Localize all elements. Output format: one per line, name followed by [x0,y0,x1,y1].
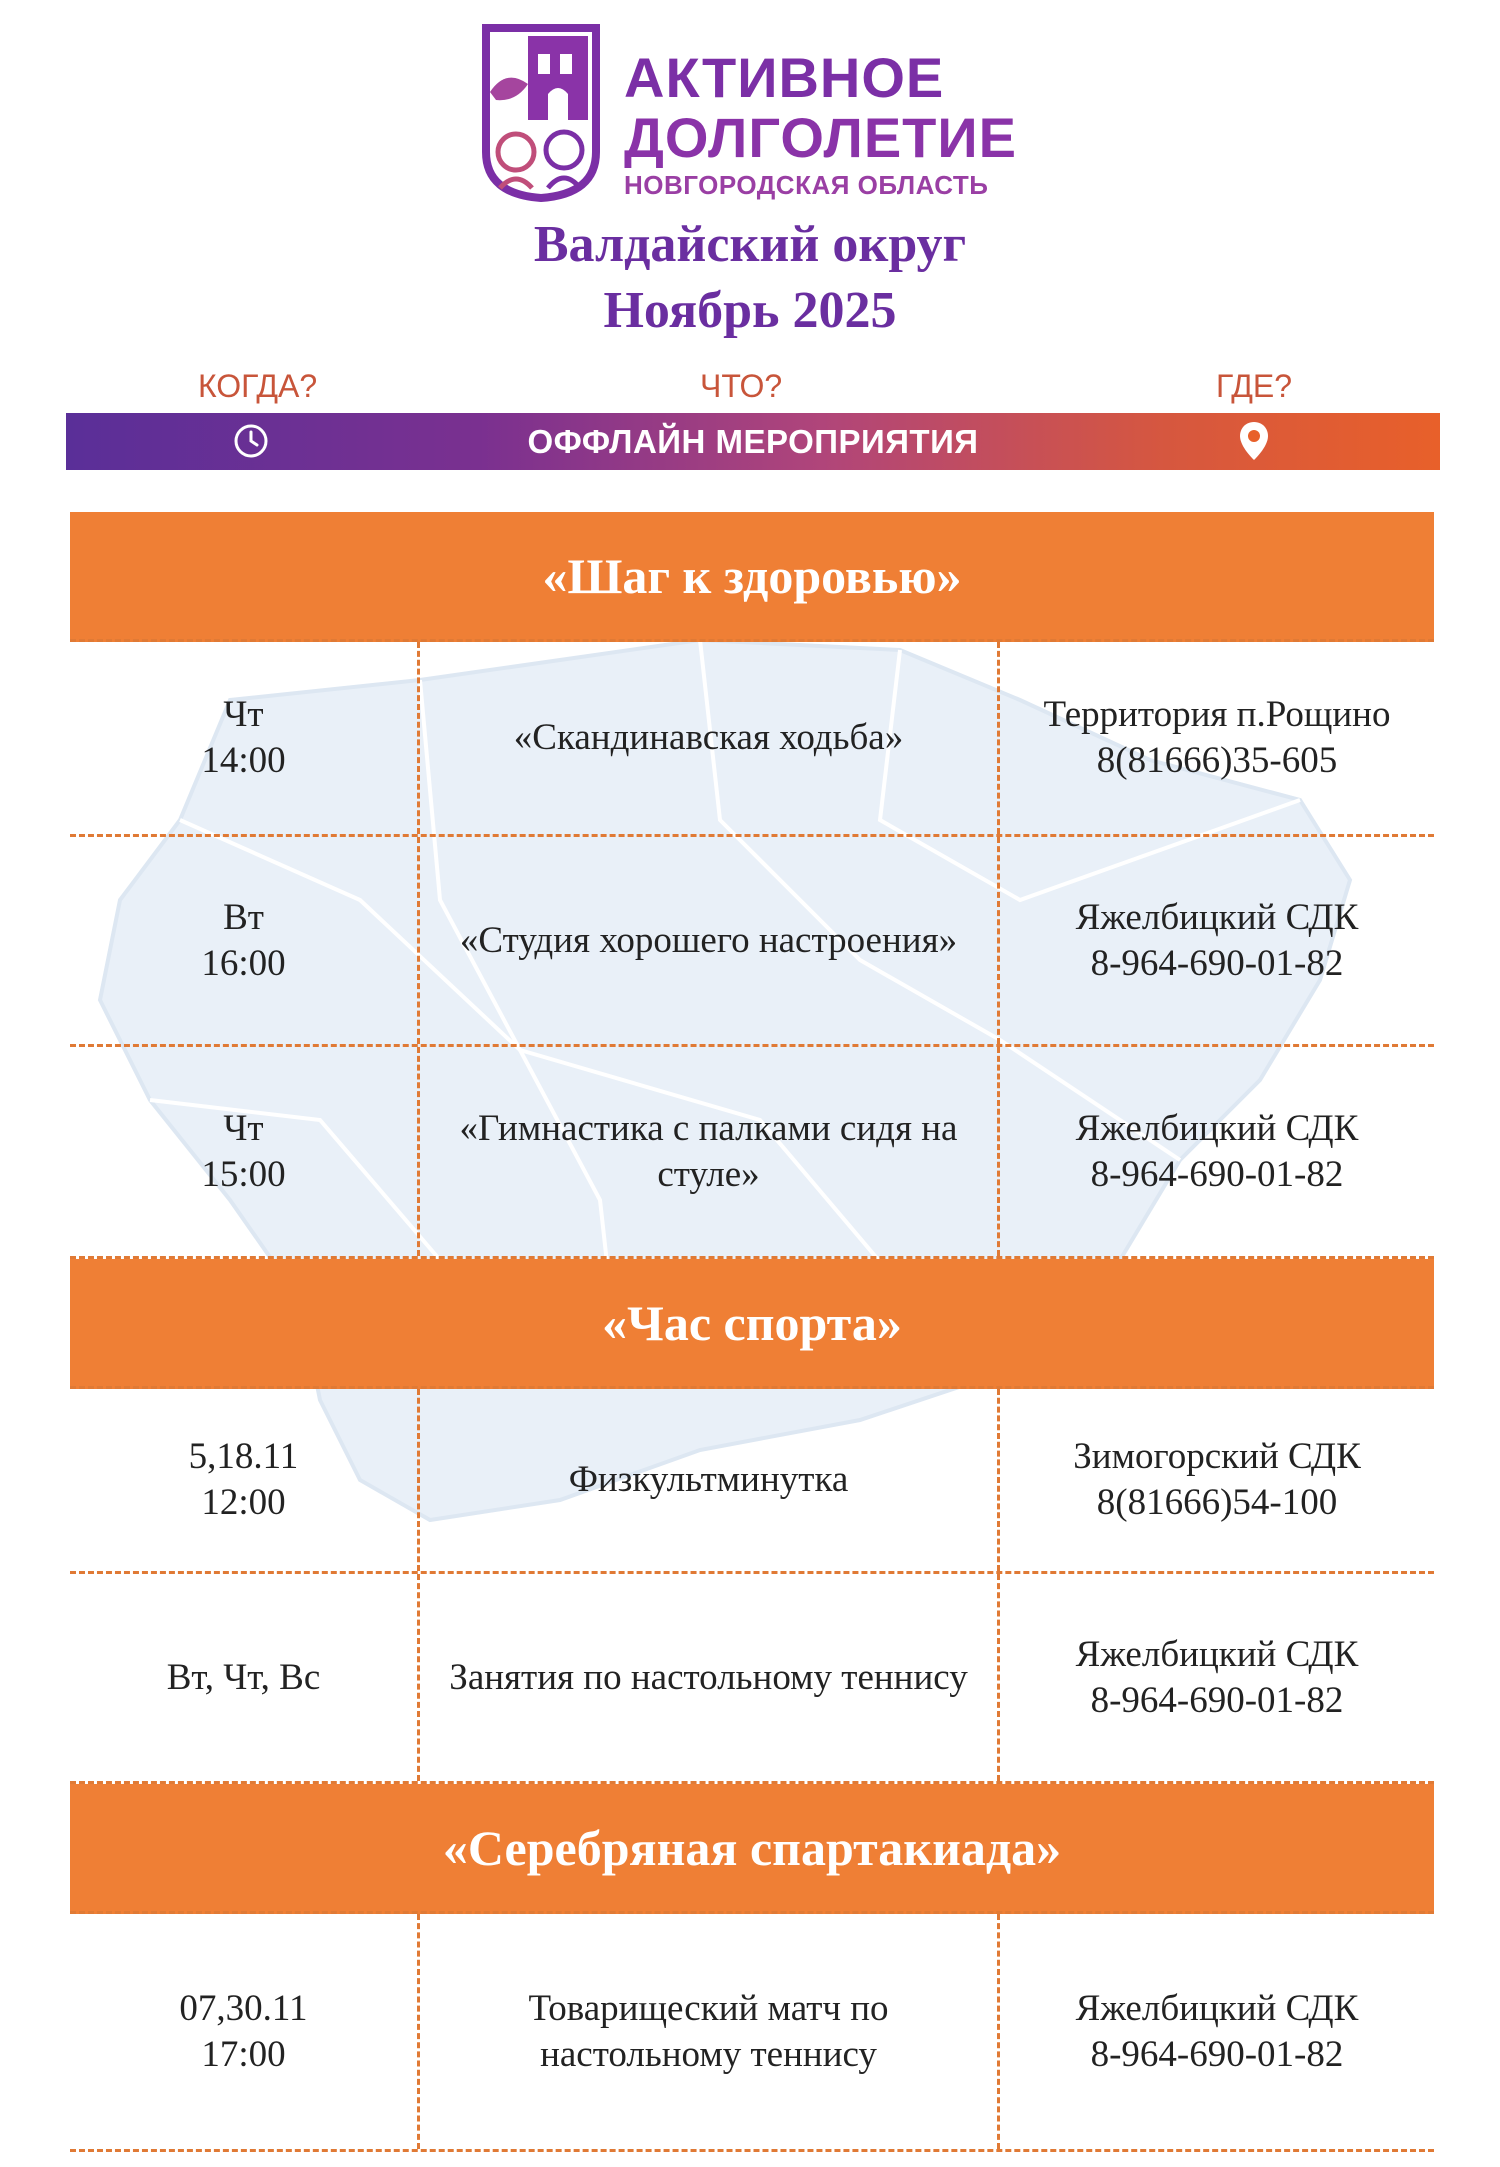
table-row [70,1914,1434,2152]
where-label: ГДЕ? [1216,368,1292,404]
when-cell: Чт 14:00 [70,642,420,834]
district-title: Валдайский округ [533,216,967,273]
when-label: КОГДА? [198,368,318,404]
table-row [70,1389,1434,1574]
what-cell: Физкультминутка [420,1389,1000,1571]
logo-line-3: НОВГОРОДСКАЯ ОБЛАСТЬ [624,170,989,200]
what-cell: «Гимнастика с палками сидя на стуле» [420,1047,1000,1256]
where-cell: Территория п.Рощино 8(81666)35-605 [1043,694,1391,781]
when-cell: Вт, Чт, Вс [70,1574,420,1781]
when-cell: 07,30.11 17:00 [70,1914,420,2149]
logo-line-2: ДОЛГОЛЕТИЕ [624,106,1017,169]
section-header: «Серебряная спартакиада» [70,1784,1434,1914]
what-cell: Товарищеский матч по настольному теннису [420,1914,1000,2149]
what-cell: Занятия по настольному теннису [420,1574,1000,1781]
what-cell: «Студия хорошего настроения» [420,837,1000,1044]
section-header: «Час спорта» [70,1259,1434,1389]
logo-text [624,48,1017,202]
where-cell: Яжелбицкий СДК 8-964-690-01-82 [1075,1107,1359,1195]
brand-logo [476,22,1036,202]
where-cell: Яжелбицкий СДК 8-964-690-01-82 [1075,896,1359,984]
table-row [70,1574,1434,1784]
table-row [70,837,1434,1047]
when-cell: Чт 15:00 [70,1047,420,1256]
logo-emblem-icon [476,22,606,202]
where-cell: Зимогорский СДК 8(81666)54-100 [1073,1436,1361,1523]
section-header: «Шаг к здоровью» [70,512,1434,642]
where-cell: Яжелбицкий СДК 8-964-690-01-82 [1075,1633,1359,1721]
logo-line-1: АКТИВНОЕ [624,46,945,109]
offline-events-banner [66,413,1440,470]
when-cell: 5,18.11 12:00 [70,1389,420,1571]
what-label: ЧТО? [700,368,783,404]
where-cell: Яжелбицкий СДК 8-964-690-01-82 [1075,1987,1359,2075]
month-title: Ноябрь 2025 [603,282,897,339]
table-row [70,1047,1434,1259]
when-cell: Вт 16:00 [70,837,420,1044]
what-cell: «Скандинавская ходьба» [420,642,1000,834]
events-table [70,512,1434,2152]
banner-label: ОФФЛАЙН МЕРОПРИЯТИЯ [527,423,979,460]
location-pin-icon [1238,420,1270,462]
table-row [70,642,1434,837]
